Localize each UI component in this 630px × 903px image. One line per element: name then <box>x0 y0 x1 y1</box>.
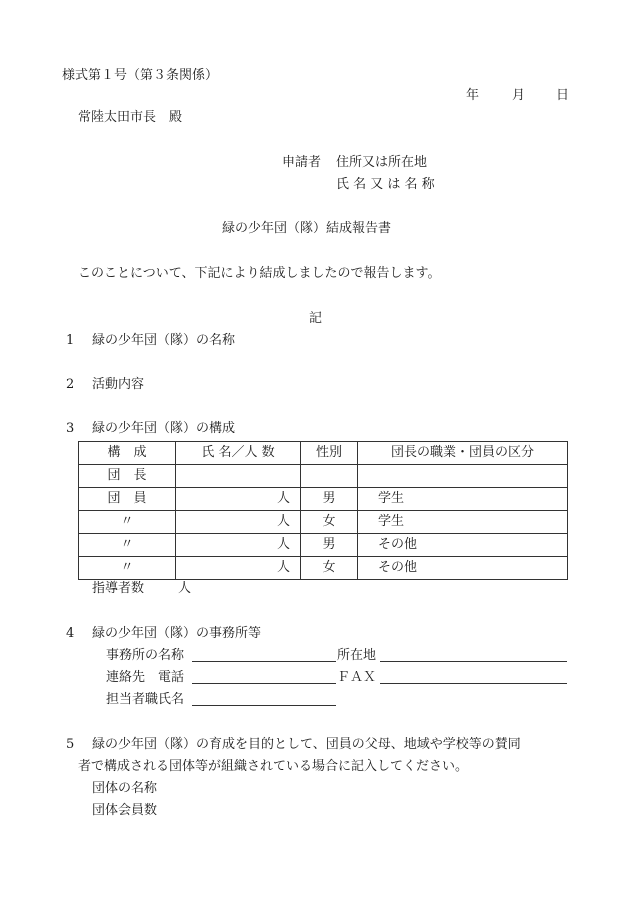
table-cell: 女 <box>301 511 358 534</box>
header-cell: 構 成 <box>79 442 176 465</box>
table-cell: 人 <box>176 557 301 580</box>
fax-label: ＦＡＸ <box>337 670 377 685</box>
date-day-label: 日 <box>556 88 570 103</box>
table-row <box>79 465 568 488</box>
table-cell: 人 <box>176 488 301 511</box>
section1-title: 緑の少年団（隊）の名称 <box>92 333 236 348</box>
table-row <box>79 534 568 557</box>
table-row <box>79 488 568 511</box>
section4-title: 緑の少年団（隊）の事務所等 <box>92 626 262 641</box>
applicant-address-label: 住所又は所在地 <box>336 155 428 170</box>
document-title: 緑の少年団（隊）結成報告書 <box>222 221 392 236</box>
applicant-name-label: 氏 名 又 は 名 称 <box>336 177 435 192</box>
table-cell: 男 <box>301 488 358 511</box>
section3-title: 緑の少年団（隊）の構成 <box>92 421 236 436</box>
header-cell: 氏 名／人 数 <box>176 442 301 465</box>
section3-number: 3 <box>66 421 75 436</box>
table-header-row <box>79 442 568 465</box>
section5-text-line2: 者で構成される団体等が組織されている場合に記入してください。 <box>78 759 469 774</box>
section2-number: 2 <box>66 377 75 392</box>
table-row <box>79 511 568 534</box>
date-month-label: 月 <box>512 88 526 103</box>
section4-number: 4 <box>66 626 75 641</box>
office-location-line[interactable] <box>380 647 567 662</box>
table-cell: 団 員 <box>79 488 176 511</box>
table-cell: 人 <box>176 511 301 534</box>
ki-label: 記 <box>309 311 323 326</box>
header-cell: 団長の職業・団員の区分 <box>358 442 568 465</box>
table-cell: 団 長 <box>79 465 176 488</box>
section5-text-line1: 緑の少年団（隊）の育成を目的として、団員の父母、地域や学校等の賛同 <box>92 737 521 752</box>
table-row <box>79 557 568 580</box>
intro-text: このことについて、下記により結成しましたので報告します。 <box>78 266 441 281</box>
table-cell: 人 <box>176 534 301 557</box>
group-name-label: 団体の名称 <box>92 781 158 796</box>
table-cell: 〃 <box>79 511 176 534</box>
table-cell <box>176 465 301 488</box>
leaders-count-label: 指導者数 <box>92 581 145 596</box>
person-in-charge-line[interactable] <box>192 691 336 706</box>
table-cell: 〃 <box>79 557 176 580</box>
table-cell: 学生 <box>358 511 568 534</box>
table-cell: 〃 <box>79 534 176 557</box>
applicant-label: 申請者 <box>282 155 322 170</box>
contact-phone-label: 連絡先 電話 <box>106 670 185 685</box>
office-name-label: 事務所の名称 <box>106 648 185 663</box>
section2-title: 活動内容 <box>92 377 145 392</box>
table-cell: 女 <box>301 557 358 580</box>
header-cell: 性別 <box>301 442 358 465</box>
addressee: 常陸太田市長 殿 <box>78 110 183 125</box>
section1-number: 1 <box>66 333 75 348</box>
person-in-charge-label: 担当者職氏名 <box>106 692 185 707</box>
contact-phone-line[interactable] <box>192 669 336 684</box>
section5-number: 5 <box>66 737 75 752</box>
form-number: 様式第１号（第３条関係） <box>62 68 219 83</box>
office-name-line[interactable] <box>192 647 336 662</box>
table-cell: その他 <box>358 534 568 557</box>
table-cell: 男 <box>301 534 358 557</box>
table-cell <box>301 465 358 488</box>
group-members-label: 団体会員数 <box>92 803 158 818</box>
office-location-label: 所在地 <box>337 648 377 663</box>
table-cell: 学生 <box>358 488 568 511</box>
table-cell <box>358 465 568 488</box>
table-cell: その他 <box>358 557 568 580</box>
fax-line[interactable] <box>380 669 567 684</box>
date-year-label: 年 <box>466 88 480 103</box>
leaders-count-unit: 人 <box>178 581 192 596</box>
composition-table <box>78 441 568 580</box>
